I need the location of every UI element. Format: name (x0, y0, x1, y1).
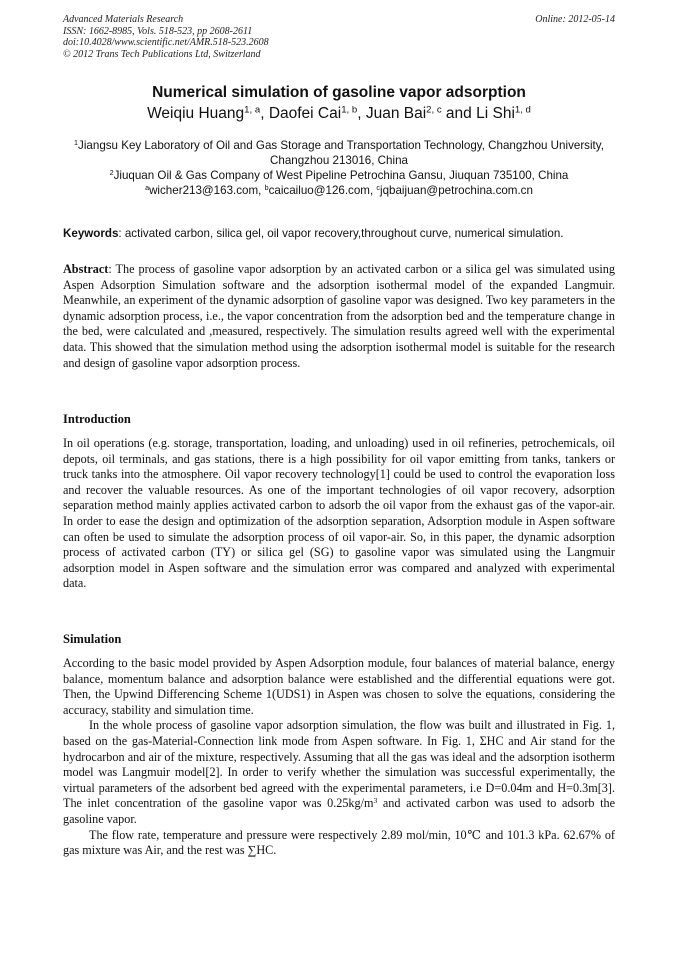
affiliation-text: Jiangsu Key Laboratory of Oil and Gas Storage and Transportation Technology, Changzhou University, Changzhou 213016, China (78, 139, 604, 167)
issn-line: ISSN: 1662-8985, Vols. 518-523, pp 2608-2611 (63, 25, 253, 37)
affiliations (63, 138, 615, 198)
author-sup: 2, c (426, 104, 442, 116)
keywords-label: Keywords (63, 227, 119, 240)
online-date: Online: 2012-05-14 (535, 14, 615, 25)
author-name: Weiqiu Huang (147, 105, 245, 122)
keywords (63, 226, 615, 241)
abstract-label: Abstract (63, 262, 109, 276)
author-sup: 1, b (341, 104, 358, 116)
abstract (63, 262, 615, 371)
copyright-line: © 2012 Trans Tech Publications Ltd, Switzerland (63, 48, 261, 60)
email-link[interactable]: wicher213@163.com (149, 184, 259, 197)
author-sup: 1, a (244, 104, 261, 116)
email-sep: , (258, 184, 265, 197)
affiliation-2 (63, 168, 615, 183)
email-sup: b (264, 183, 269, 193)
author-sep: , (357, 105, 366, 122)
email-link[interactable]: caicailuo@126.com (268, 184, 370, 197)
author-list (63, 104, 615, 124)
journal-name: Advanced Materials Research (63, 14, 184, 25)
paragraph-text: In the whole process of gasoline vapor adsorption simulation, the flow was built and illustrated in Fig. 1, based on the gas-Material-Connection link mode from Aspen software. In Fig. 1, ΣHC and Air stand for the hydrocarbon and air of the mixture, respectively. Assuming that all the gas was ideal and the adsorption isotherm model was Langmuir model[2]. In order to verify whether the simulation was successful experimentally, the virtual parameters of the adsorbent bed agreed with the experimental parameters, i.e D=0.04m and H=0.3m[3]. The inlet concentration of the gasoline vapor was 0.25kg/m (63, 718, 615, 811)
simulation-paragraph-3: The flow rate, temperature and pressure were respectively 2.89 mol/min, 10℃ and 101.3 kPa. 62.67% of gas mixture was Air, and the rest was ∑HC. (63, 827, 615, 858)
affiliation-1 (63, 138, 615, 168)
keywords-text: : activated carbon, silica gel, oil vapor recovery,throughout curve, numerical simulation. (118, 227, 564, 240)
author-sep: , (260, 105, 269, 122)
email-link[interactable]: jqbaijuan@petrochina.com.cn (380, 184, 533, 197)
email-sup: a (145, 183, 150, 193)
simulation-paragraph-2 (63, 718, 615, 827)
unit-superscript: 3 (373, 796, 378, 806)
affiliation-sup: 1 (74, 138, 79, 148)
paragraph-text: and activated carbon was used to adsorb the gasoline vapor. (63, 796, 615, 826)
simulation-section (63, 656, 615, 859)
email-sup: c (376, 183, 381, 193)
author-emails (63, 183, 615, 198)
email-sep: , (369, 184, 377, 197)
author-sup: 1, d (514, 104, 531, 116)
paper-title: Numerical simulation of gasoline vapor adsorption (152, 84, 526, 101)
author-sep: and (441, 105, 477, 122)
affiliation-sup: 2 (109, 168, 114, 178)
doi-line: doi:10.4028/www.scientific.net/AMR.518-523.2608 (63, 37, 269, 48)
author-name: Daofei Cai (268, 105, 342, 122)
journal-header (63, 14, 615, 60)
affiliation-text: Jiuquan Oil & Gas Company of West Pipeline Petrochina Gansu, Jiuquan 735100, China (113, 169, 569, 182)
abstract-text: : The process of gasoline vapor adsorption by an activated carbon or a silica gel was simulated using Aspen Adsorption Simulation software and the adsorption isothermal model of the expanded Langmuir. Meanwhile, an experiment of the dynamic adsorption of gasoline vapor was designed. Two key parameters in the dynamic adsorption process, i.e., the vapor concentration from the adsorption bed and the temperature change in the bed, were calculated and ,measured, respectively. The simulation results agreed well with the experimental data. This showed that the simulation method using the adsorption isothermal model is suitable for the research and design of gasoline vapor adsorption process. (63, 262, 615, 370)
author-name: Li Shi (476, 105, 515, 122)
introduction-text: In oil operations (e.g. storage, transportation, loading, and unloading) used in oil refineries, petrochemicals, oil depots, oil terminals, and gas stations, there is a high possibility for oil vapor emitting from tanks, tankers or truck tanks into the atmosphere. Oil vapor recovery technology[1] could be used to control the evaporation loss and recover the valuable resources. As one of the important technologies of oil vapor recovery, adsorption separation method mainly applies activated carbon to adsorb the oil vapor from the exhaust gas of the vapor-air. In order to ease the design and optimization of the adsorption separation, Adsorption module in Aspen software can often be used to simulate the adsorption process of oil vapor-air. So, in this paper, the dynamic adsorption process of activated carbon (TY) or silica gel (SG) to gasoline vapor was simulated using the Langmuir adsorption model in Aspen software and the simulation error was compared and analyzed with experimental data. (63, 436, 615, 591)
author-name: Juan Bai (365, 105, 427, 122)
section-heading-simulation: Simulation (63, 632, 122, 646)
simulation-paragraph-1: According to the basic model provided by Aspen Adsorption module, four balances of material balance, energy balance, momentum balance and adsorption balance were established and the differential equations were got. Then, the Upwind Differencing Scheme 1(UDS1) in Aspen was chosen to solve the equations, considering the accuracy, stability and simulation time. (63, 656, 615, 717)
section-heading-introduction: Introduction (63, 412, 131, 426)
